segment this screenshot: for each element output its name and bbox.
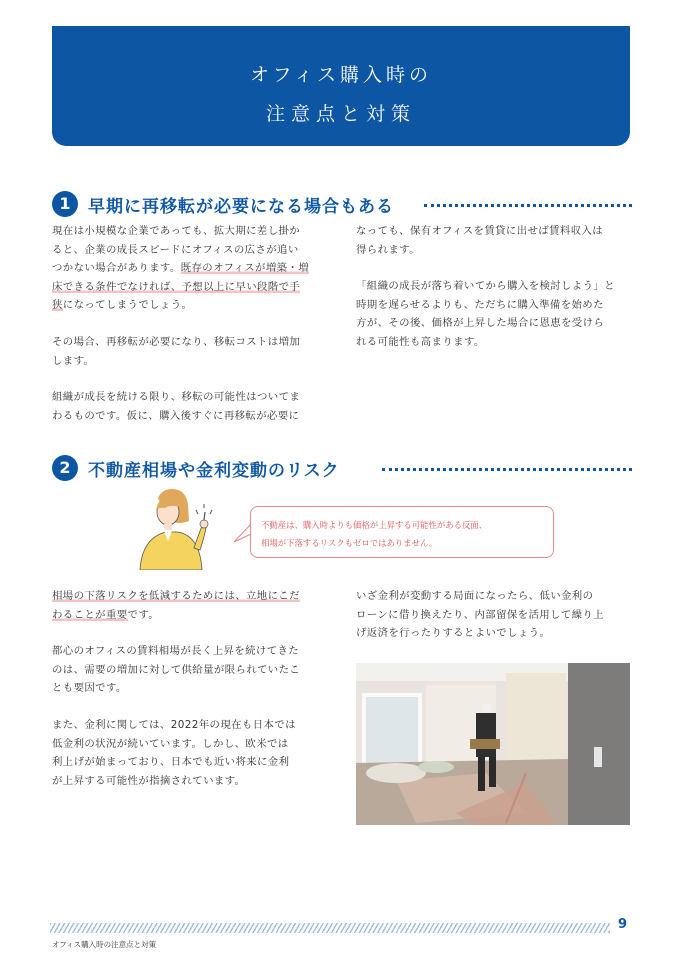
highlight-text: 床できる条件でなければ、予想以上に早い段階で手 (52, 280, 301, 293)
highlight-text: わることが重要 (52, 608, 128, 621)
section1-right-column: なっても、保有オフィスを賃貸に出せば賃料収入は 得られます。 「組織の成長が落ち着いてから購入を検討しよう」と 時期を遅らせるよりも、ただちに購入準備を始めた 方が、その後、価格が上昇した場合に恩恵を受けら れる可能性も高まります。 (356, 225, 615, 348)
highlight-text: 既存のオフィスが増築・増 (180, 262, 309, 275)
section1-title: 早期に再移転が必要になる場合もある (88, 197, 394, 217)
highlight-text: 狭 (52, 299, 63, 312)
title-banner (52, 26, 630, 146)
footer-label: オフィス購入時の注意点と対策 (52, 940, 157, 949)
section1-number: 1 (52, 191, 78, 217)
section1-dotted-rule (424, 204, 632, 207)
speech-bubble (250, 506, 554, 558)
section2-number: 2 (52, 455, 78, 481)
section1-left-column: 現在は小規模な企業であっても、拡大期に差し掛か ると、企業の成長スピードにオフィスの広さが追い つかない場合があります。既存のオフィスが増築・増 床できる条件でなければ、予想以上に早い段階で手 狭になってしまうでしょう。 その場合、再移転が必要になり、移転コストは増加 します。 組織が成長を続ける限り、移転の可能性はついてま わるものです。仮に、購入後すぐに再移転が必要に (52, 225, 309, 422)
bubble-tail (232, 522, 252, 546)
woman-pointing-illustration (118, 488, 222, 570)
section2-dotted-rule (382, 468, 632, 471)
page-title-line2: 注意点と対策 (265, 103, 416, 125)
section2-left-column: 相場の下落リスクを低減するためには、立地にこだ わることが重要です。 都心のオフィスの賃料相場が長く上昇を続けてきた のは、需要の増加に対して供給量が限られていたこ とも要因です。 また、金利に関しては、2022年の現在も日本では 低金利の状況が続いています。しかし、欧米では 利上げが始まっており、日本でも近い将来に金利 が上昇する可能性が指摘されています。 (52, 590, 301, 787)
section1-heading (52, 191, 632, 219)
footer-stripe (50, 923, 610, 933)
section2-right-column: いざ金利が変動する局面になったら、低い金利の ローンに借り換えたり、内部留保を活用して繰り上 げ返済を行ったりするとよいでしょう。 (356, 590, 604, 640)
bubble-line2: 相場が下落するリスクもゼロではありません。 (261, 538, 438, 548)
page-number: 9 (618, 917, 628, 932)
section2-heading (52, 455, 632, 483)
page-title-line1: オフィス購入時の (250, 64, 432, 86)
highlight-text: 相場の下落リスクを低減するためには、立地にこだ (52, 590, 300, 602)
bubble-line1: 不動産は、購入時よりも価格が上昇する可能性がある反面、 (261, 520, 488, 530)
section2-title: 不動産相場や金利変動のリスク (88, 461, 340, 481)
office-renovation-photo (356, 663, 630, 825)
